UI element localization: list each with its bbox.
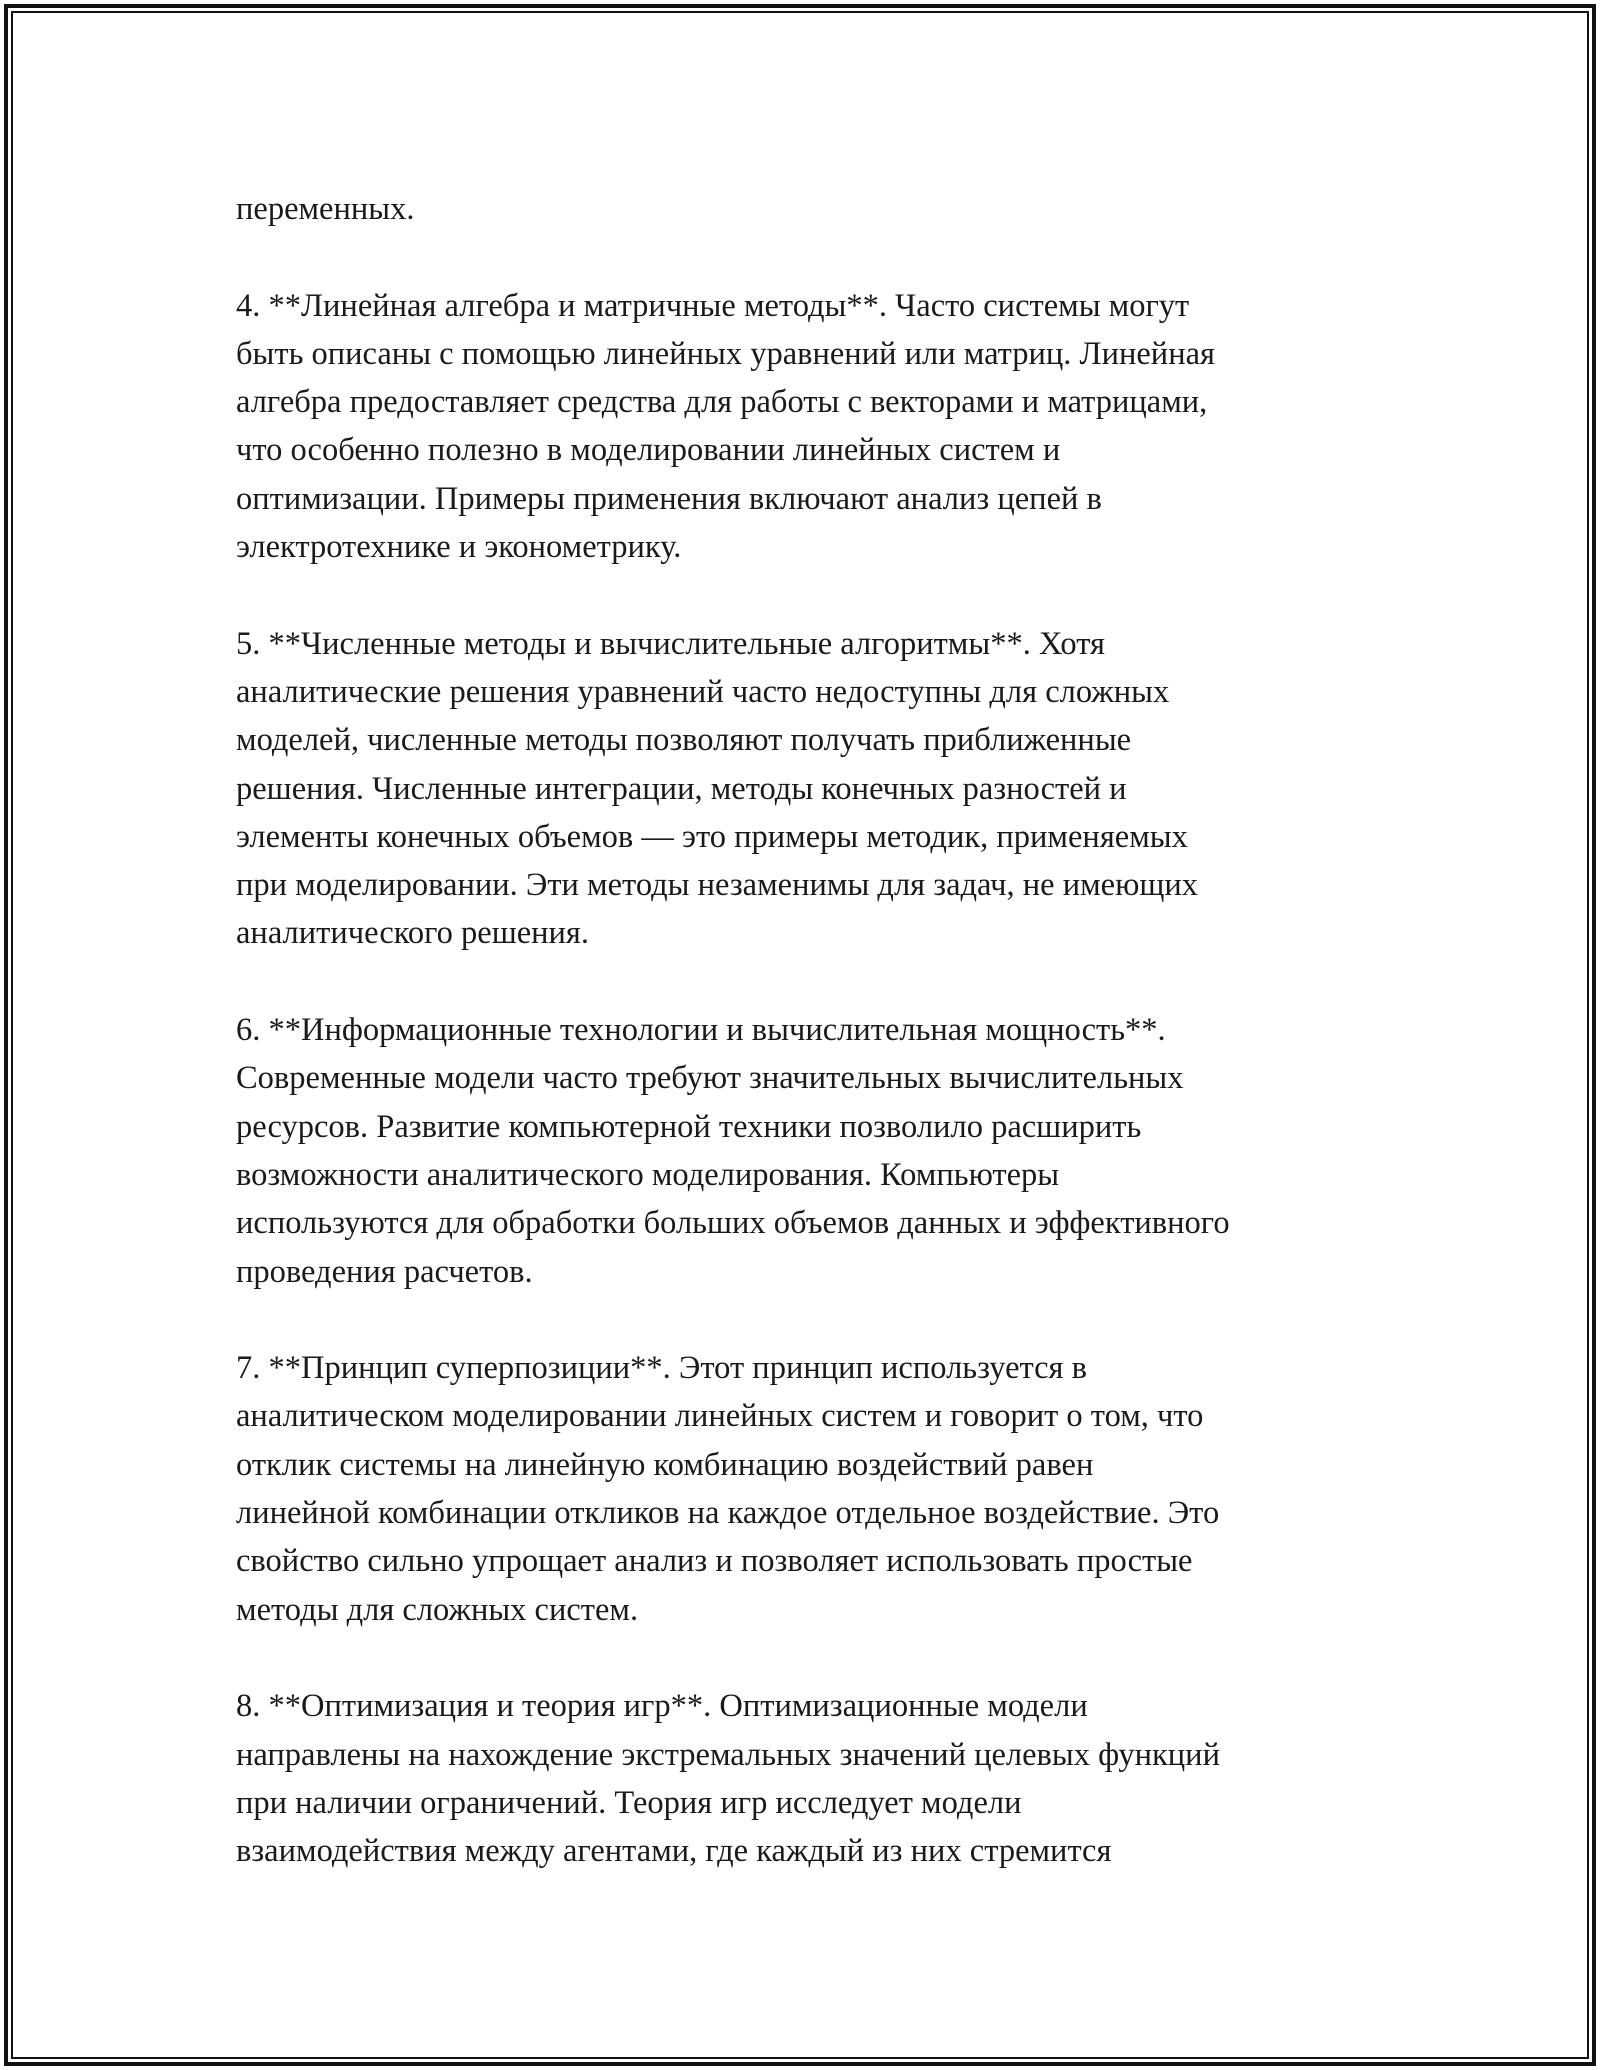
text-line: что особенно полезно в моделировании линейных систем и: [236, 432, 1061, 469]
text-line: используются для обработки больших объемов данных и эффективного: [236, 1205, 1230, 1242]
paragraph-gap: [236, 233, 1386, 281]
text-line: переменных.: [236, 191, 415, 227]
text-line: алгебра предоставляет средства для работы с векторами и матрицами,: [236, 384, 1208, 421]
paragraph-item-7: [236, 1344, 1386, 1634]
text-line: взаимодействия между агентами, где каждый из них стремится: [236, 1833, 1112, 1870]
text-line: 8. **Оптимизация и теория игр**. Оптимизационные модели: [236, 1688, 1088, 1725]
paragraph-item-5: [236, 620, 1386, 958]
text-line: возможности аналитического моделирования. Компьютеры: [236, 1156, 1060, 1193]
text-line: при моделировании. Эти методы незаменимы для задач, не имеющих: [236, 867, 1199, 904]
text-line: аналитические решения уравнений часто недоступны для сложных: [236, 673, 1170, 710]
document-body: [236, 185, 1386, 1875]
paragraph-item-8: [236, 1682, 1386, 1875]
text-line: аналитическом моделировании линейных систем и говорит о том, что: [236, 1398, 1204, 1435]
text-line: ресурсов. Развитие компьютерной техники позволило расширить: [236, 1108, 1142, 1145]
text-line: элементы конечных объемов — это примеры методик, применяемых: [236, 818, 1188, 855]
paragraph-intro-tail: [236, 185, 1386, 233]
text-line: при наличии ограничений. Теория игр исследует модели: [236, 1784, 1022, 1821]
text-line: оптимизации. Примеры применения включают анализ цепей в: [236, 480, 1102, 517]
text-line: свойство сильно упрощает анализ и позволяет использовать простые: [236, 1543, 1193, 1580]
text-line: линейной комбинации откликов на каждое отдельное воздействие. Это: [236, 1495, 1220, 1532]
paragraph-item-4: [236, 282, 1386, 572]
text-line: моделей, численные методы позволяют получать приближенные: [236, 722, 1132, 759]
text-line: аналитического решения.: [236, 915, 590, 952]
paragraph-gap: [236, 1634, 1386, 1682]
text-line: решения. Численные интеграции, методы конечных разностей и: [236, 770, 1127, 807]
text-line: 4. **Линейная алгебра и матричные методы**. Часто системы могут: [236, 287, 1190, 324]
text-line: методы для сложных систем.: [236, 1591, 639, 1628]
paragraph-gap: [236, 1296, 1386, 1344]
text-line: электротехнике и эконометрику.: [236, 529, 682, 566]
text-line: 7. **Принцип суперпозиции**. Этот принцип используется в: [236, 1350, 1087, 1387]
paragraph-gap: [236, 571, 1386, 619]
text-line: 5. **Численные методы и вычислительные алгоритмы**. Хотя: [236, 625, 1105, 662]
text-line: направлены на нахождение экстремальных значений целевых функций: [236, 1736, 1220, 1773]
paragraph-item-6: [236, 1006, 1386, 1296]
paragraph-gap: [236, 958, 1386, 1006]
text-line: 6. **Информационные технологии и вычислительная мощность**.: [236, 1012, 1166, 1049]
text-line: быть описаны с помощью линейных уравнений или матриц. Линейная: [236, 335, 1215, 372]
text-line: отклик системы на линейную комбинацию воздействий равен: [236, 1446, 1094, 1483]
text-line: проведения расчетов.: [236, 1253, 533, 1290]
text-line: Современные модели часто требуют значительных вычислительных: [236, 1060, 1184, 1097]
